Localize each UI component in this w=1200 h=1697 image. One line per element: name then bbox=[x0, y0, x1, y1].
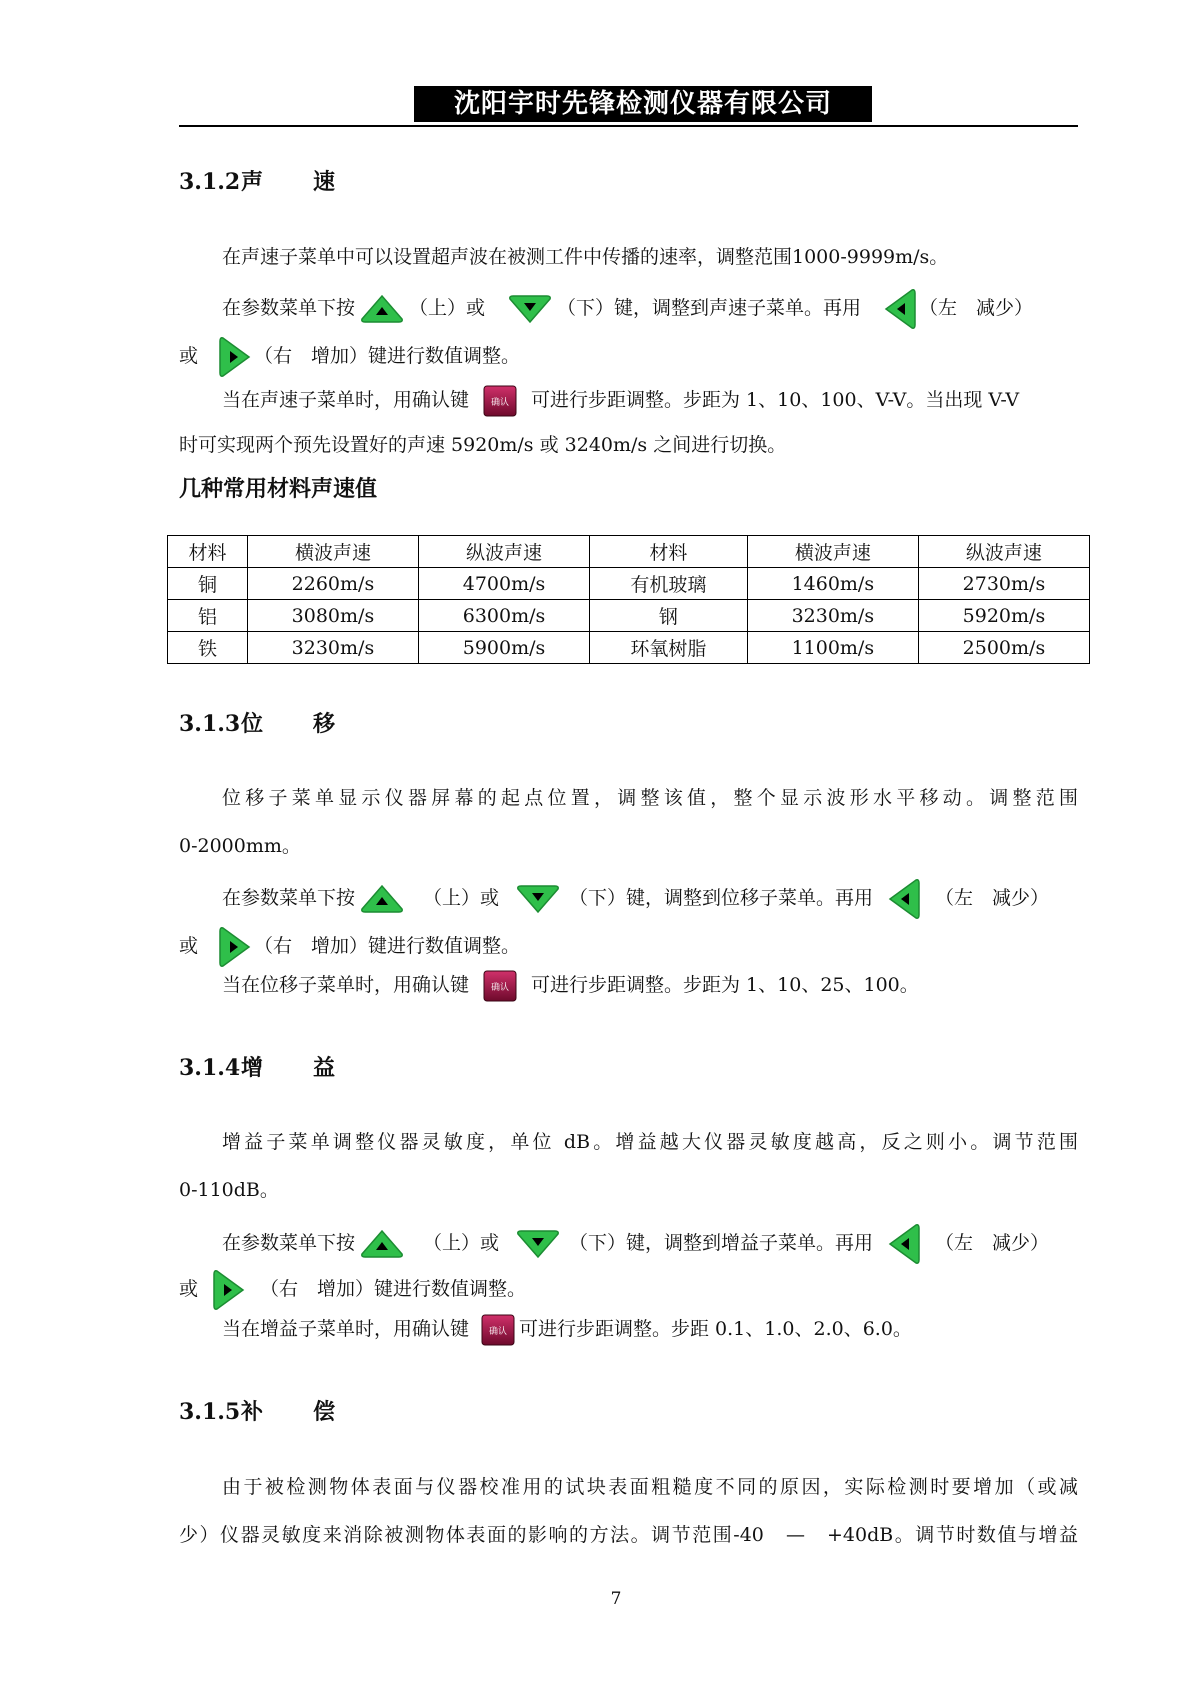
table-cell: 铁 bbox=[168, 632, 248, 664]
table-cell: 6300m/s bbox=[418, 600, 589, 632]
table-title: 几种常用材料声速值 bbox=[179, 477, 378, 502]
text: 在参数菜单下按 bbox=[222, 887, 356, 909]
header-cell: 纵波声速 bbox=[918, 536, 1089, 568]
paragraph bbox=[222, 1222, 1049, 1266]
section-number: 3.1.2 bbox=[179, 169, 241, 195]
table-cell: 1460m/s bbox=[747, 568, 918, 600]
table-cell: 1100m/s bbox=[747, 632, 918, 664]
section-heading-3-1-4 bbox=[179, 1051, 335, 1082]
text: 或 bbox=[179, 345, 199, 367]
section-heading-3-1-5 bbox=[179, 1395, 335, 1426]
confirm-key-icon bbox=[483, 385, 517, 417]
table-row bbox=[168, 568, 1090, 600]
section-title-char: 增 bbox=[241, 1055, 264, 1081]
svg-text:确认: 确认 bbox=[489, 1327, 508, 1337]
paragraph: 少）仪器灵敏度来消除被测物体表面的影响的方法。调节范围-40 — +40dB。调节时数值与增益 bbox=[179, 1524, 1078, 1546]
table-row bbox=[168, 600, 1090, 632]
paragraph: 位移子菜单显示仪器屏幕的起点位置，调整该值，整个显示波形水平移动。调整范围 bbox=[222, 787, 1078, 809]
text: 或 bbox=[179, 1278, 199, 1300]
paragraph: 增益子菜单调整仪器灵敏度，单位 dB。增益越大仪器灵敏度越高，反之则小。调节范围 bbox=[222, 1131, 1078, 1153]
section-title-char: 速 bbox=[313, 169, 336, 195]
text: （左 减少） bbox=[919, 297, 1034, 319]
confirm-key-icon bbox=[481, 1314, 515, 1346]
text: （右 增加）键进行数值调整。 bbox=[254, 345, 521, 367]
table-cell: 5920m/s bbox=[918, 600, 1089, 632]
paragraph bbox=[179, 925, 520, 969]
table-cell: 钢 bbox=[590, 600, 748, 632]
section-title-char: 偿 bbox=[313, 1399, 336, 1425]
section-number: 3.1.5 bbox=[179, 1399, 241, 1425]
confirm-key-icon bbox=[483, 970, 517, 1002]
svg-text:确认: 确认 bbox=[491, 983, 510, 993]
text: 或 bbox=[179, 935, 199, 957]
text: 可进行步距调整。步距为 1、10、100、V-V。当出现 V-V bbox=[531, 389, 1020, 411]
text: 在参数菜单下按 bbox=[222, 1232, 356, 1254]
right-arrow-key-icon bbox=[212, 1268, 246, 1312]
paragraph bbox=[222, 287, 1033, 331]
left-arrow-key-icon bbox=[883, 287, 917, 331]
paragraph: 0-110dB。 bbox=[179, 1179, 279, 1201]
up-arrow-key-icon bbox=[359, 293, 405, 325]
text: （下）键，调整到声速子菜单。再用 bbox=[557, 297, 862, 319]
section-title-char: 移 bbox=[313, 711, 336, 737]
paragraph: 0-2000mm。 bbox=[179, 835, 301, 857]
header-cell: 纵波声速 bbox=[418, 536, 589, 568]
paragraph bbox=[179, 1268, 526, 1312]
table-row bbox=[168, 632, 1090, 664]
table-cell: 铝 bbox=[168, 600, 248, 632]
text: （右 增加）键进行数值调整。 bbox=[254, 935, 521, 957]
section-number: 3.1.4 bbox=[179, 1055, 241, 1081]
text: 可进行步距调整。步距为 1、10、25、100。 bbox=[531, 974, 919, 996]
text: （左 减少） bbox=[935, 887, 1050, 909]
up-arrow-key-icon bbox=[359, 1228, 405, 1260]
section-title-char: 补 bbox=[241, 1399, 264, 1425]
section-title-char: 声 bbox=[241, 169, 264, 195]
text: （下）键，调整到增益子菜单。再用 bbox=[569, 1232, 874, 1254]
right-arrow-key-icon bbox=[218, 335, 252, 379]
text: 当在位移子菜单时，用确认键 bbox=[222, 974, 470, 996]
paragraph bbox=[222, 970, 919, 1002]
page-number: 7 bbox=[610, 1589, 622, 1609]
table-cell: 3230m/s bbox=[747, 600, 918, 632]
text: （上）或 bbox=[423, 887, 500, 909]
table-header-row bbox=[168, 536, 1090, 568]
table-cell: 3080m/s bbox=[247, 600, 418, 632]
header-rule bbox=[179, 125, 1078, 127]
table-cell: 环氧树脂 bbox=[590, 632, 748, 664]
right-arrow-key-icon bbox=[218, 925, 252, 969]
header-cell: 横波声速 bbox=[247, 536, 418, 568]
table-cell: 2260m/s bbox=[247, 568, 418, 600]
section-title-char: 益 bbox=[313, 1055, 336, 1081]
text: 当在声速子菜单时，用确认键 bbox=[222, 389, 470, 411]
table-cell: 2730m/s bbox=[918, 568, 1089, 600]
table-cell: 有机玻璃 bbox=[590, 568, 748, 600]
down-arrow-key-icon bbox=[507, 293, 553, 325]
header-cell: 材料 bbox=[168, 536, 248, 568]
text: （右 增加）键进行数值调整。 bbox=[260, 1278, 527, 1300]
left-arrow-key-icon bbox=[887, 877, 921, 921]
table-cell: 3230m/s bbox=[247, 632, 418, 664]
paragraph: 时可实现两个预先设置好的声速 5920m/s 或 3240m/s 之间进行切换。 bbox=[179, 434, 787, 456]
text: 在参数菜单下按 bbox=[222, 297, 356, 319]
paragraph bbox=[222, 385, 1019, 417]
text: （上）或 bbox=[409, 297, 486, 319]
text: （左 减少） bbox=[935, 1232, 1050, 1254]
paragraph bbox=[222, 877, 1049, 921]
paragraph: 在声速子菜单中可以设置超声波在被测工件中传播的速率，调整范围1000-9999m/s。 bbox=[222, 246, 949, 268]
paragraph bbox=[179, 335, 520, 379]
text: （上）或 bbox=[423, 1232, 500, 1254]
table-cell: 5900m/s bbox=[418, 632, 589, 664]
company-header: 沈阳宇时先锋检测仪器有限公司 bbox=[414, 86, 872, 122]
paragraph bbox=[222, 1314, 912, 1346]
text: （下）键，调整到位移子菜单。再用 bbox=[569, 887, 874, 909]
down-arrow-key-icon bbox=[515, 883, 561, 915]
left-arrow-key-icon bbox=[887, 1222, 921, 1266]
section-heading-3-1-3 bbox=[179, 707, 335, 738]
down-arrow-key-icon bbox=[515, 1228, 561, 1260]
table-cell: 铜 bbox=[168, 568, 248, 600]
material-sound-speed-table bbox=[167, 535, 1090, 664]
up-arrow-key-icon bbox=[359, 883, 405, 915]
table-cell: 2500m/s bbox=[918, 632, 1089, 664]
text: 当在增益子菜单时，用确认键 bbox=[222, 1318, 470, 1340]
header-cell: 材料 bbox=[590, 536, 748, 568]
paragraph: 由于被检测物体表面与仪器校准用的试块表面粗糙度不同的原因，实际检测时要增加（或减 bbox=[222, 1476, 1078, 1498]
section-title-char: 位 bbox=[241, 711, 264, 737]
section-number: 3.1.3 bbox=[179, 711, 241, 737]
table-cell: 4700m/s bbox=[418, 568, 589, 600]
section-heading-3-1-2 bbox=[179, 165, 335, 196]
svg-text:确认: 确认 bbox=[491, 398, 510, 408]
text: 可进行步距调整。步距 0.1、1.0、2.0、6.0。 bbox=[519, 1318, 912, 1340]
header-cell: 横波声速 bbox=[747, 536, 918, 568]
